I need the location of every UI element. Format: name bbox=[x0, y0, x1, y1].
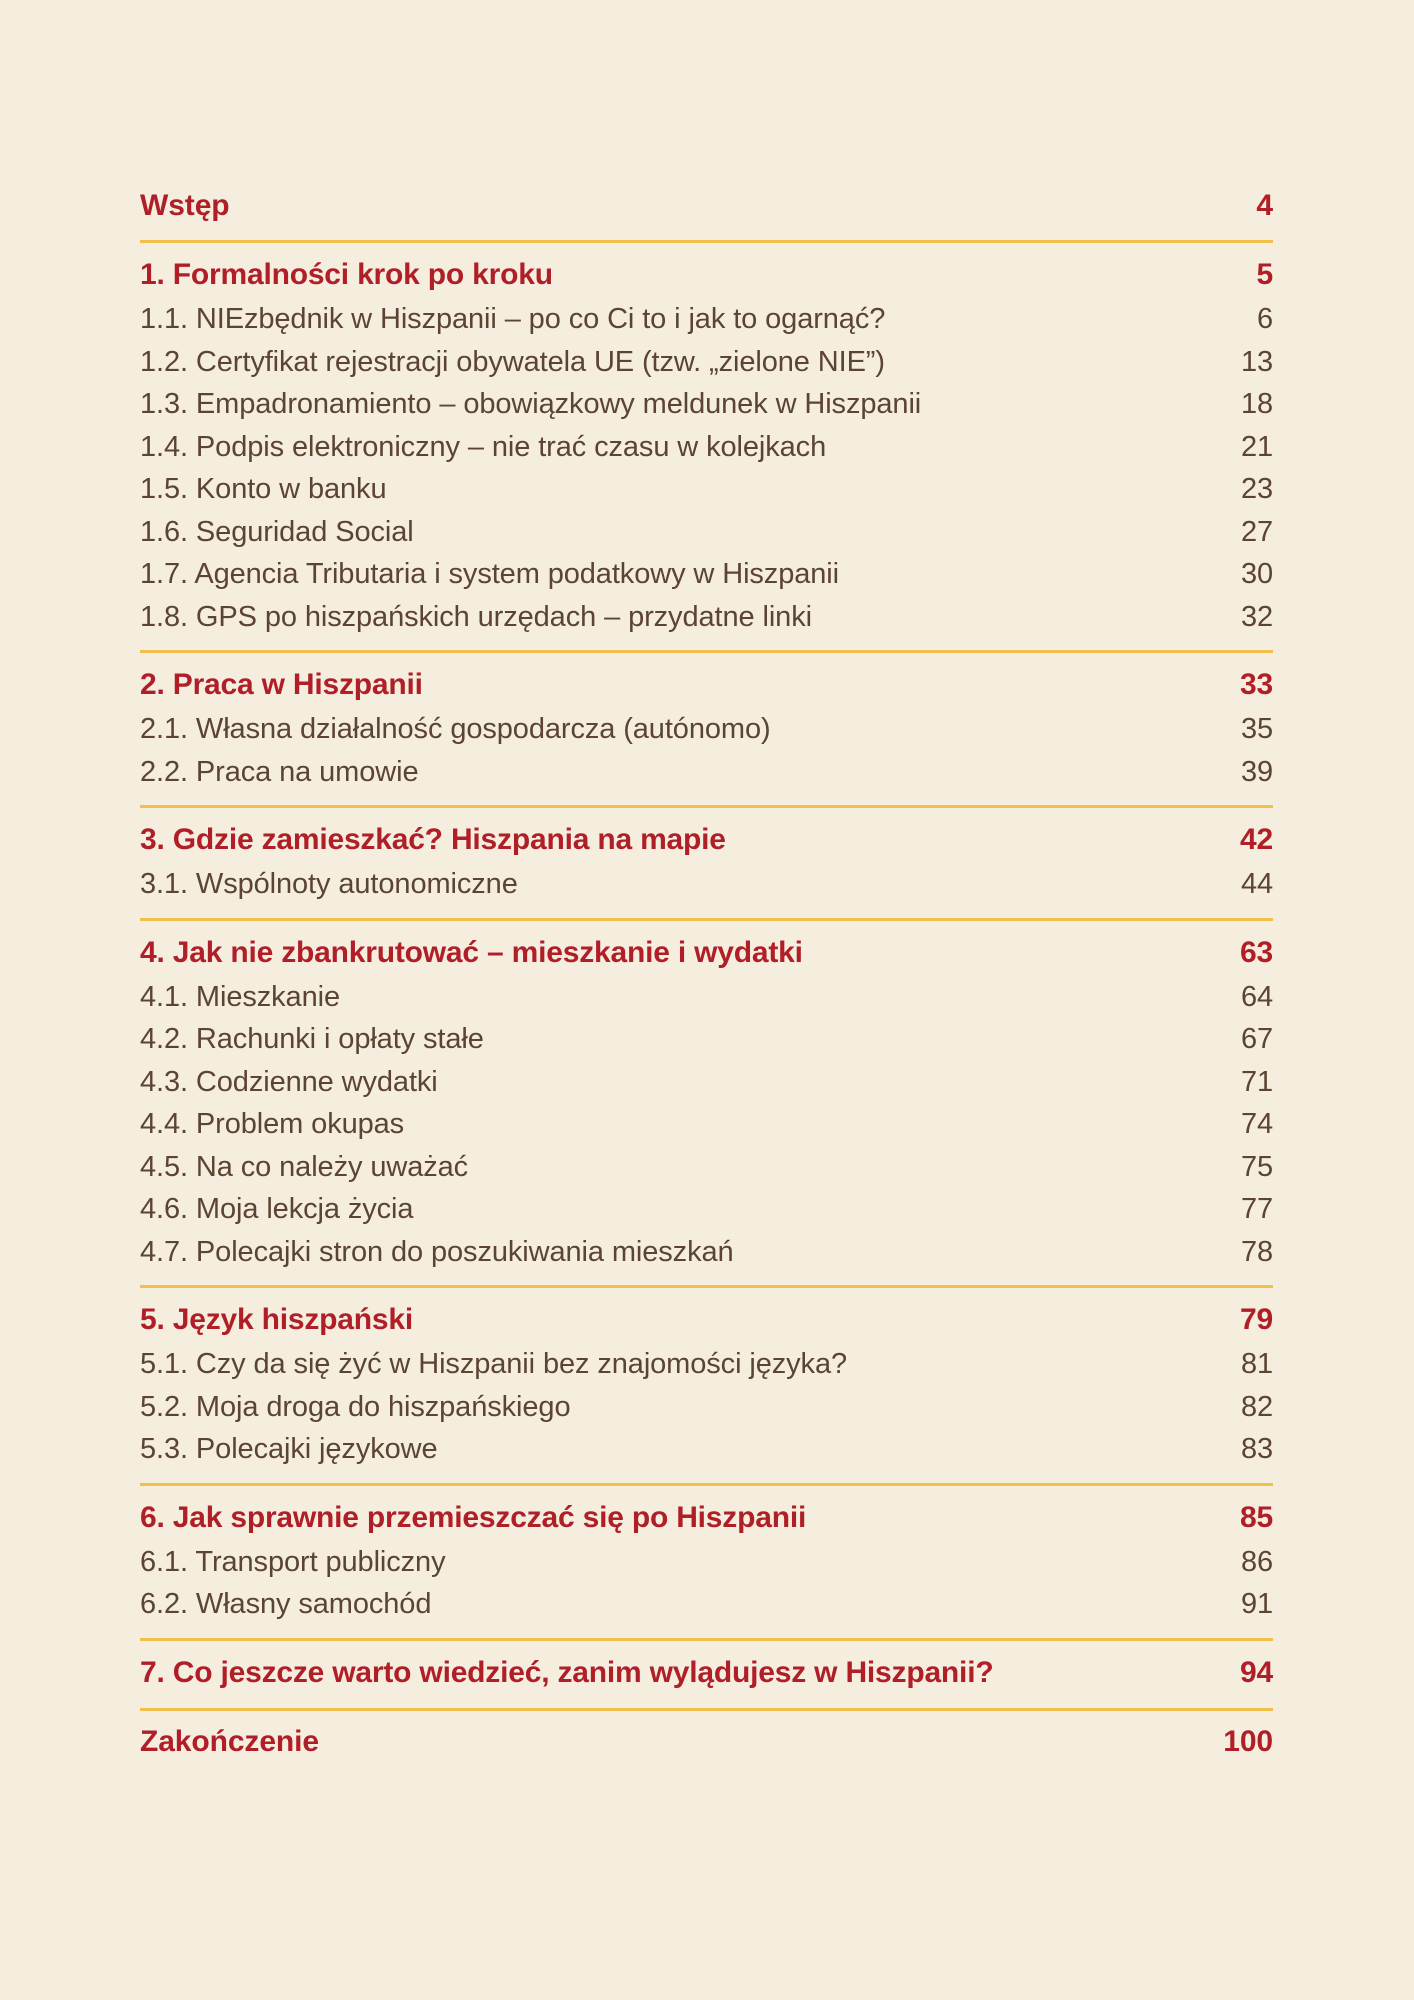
toc-entry-back-matter[interactable] bbox=[140, 1711, 1273, 1764]
toc-entry-section[interactable] bbox=[140, 1583, 1273, 1626]
toc-entry-section[interactable] bbox=[140, 1103, 1273, 1146]
section-page: 32 bbox=[1240, 600, 1273, 633]
section-label: 6.1. Transport publiczny bbox=[140, 1545, 446, 1578]
toc-chapter-group bbox=[140, 653, 1273, 793]
section-label: 4.2. Rachunki i opłaty stałe bbox=[140, 1023, 484, 1055]
toc-entry-section[interactable] bbox=[140, 1428, 1273, 1471]
section-page: 74 bbox=[1240, 1108, 1273, 1140]
toc-entry-section[interactable] bbox=[140, 1541, 1273, 1584]
toc-entry-section[interactable] bbox=[140, 1146, 1273, 1189]
toc-entry-section[interactable] bbox=[140, 1231, 1273, 1274]
toc-entry-section[interactable] bbox=[140, 383, 1273, 426]
section-label: 2.2. Praca na umowie bbox=[140, 755, 419, 788]
section-page: 23 bbox=[1240, 473, 1273, 505]
section-page: 6 bbox=[1256, 303, 1273, 335]
toc-entry-section[interactable] bbox=[140, 298, 1273, 341]
section-label: 1.6. Seguridad Social bbox=[140, 515, 414, 548]
section-page: 91 bbox=[1240, 1588, 1273, 1620]
back-matter-label: Zakończenie bbox=[140, 1724, 319, 1758]
section-label: 1.3. Empadronamiento – obowiązkowy meldunek w Hiszpanii bbox=[140, 388, 922, 420]
toc-entry-section[interactable] bbox=[140, 553, 1273, 596]
toc-chapter-group bbox=[140, 1486, 1273, 1626]
back-matter-page: 100 bbox=[1223, 1724, 1273, 1758]
chapter-page: 94 bbox=[1240, 1655, 1273, 1689]
section-label: 1.2. Certyfikat rejestracji obywatela UE (tzw. „zielone NIE”) bbox=[140, 345, 885, 378]
section-label: 4.7. Polecajki stron do poszukiwania mieszkań bbox=[140, 1235, 734, 1268]
chapter-label: 4. Jak nie zbankrutować – mieszkanie i wydatki bbox=[140, 935, 803, 969]
toc-entry-chapter[interactable] bbox=[140, 1641, 1273, 1696]
section-label: 1.5. Konto w banku bbox=[140, 473, 387, 505]
section-label: 6.2. Własny samochód bbox=[140, 1588, 432, 1620]
section-label: 5.2. Moja droga do hiszpańskiego bbox=[140, 1390, 571, 1423]
toc-entry-section[interactable] bbox=[140, 1018, 1273, 1061]
toc-chapter-group bbox=[140, 1288, 1273, 1471]
section-page: 13 bbox=[1240, 345, 1273, 378]
section-label: 5.1. Czy da się żyć w Hiszpanii bez znajomości języka? bbox=[140, 1348, 847, 1380]
toc-chapter-group bbox=[140, 243, 1273, 638]
section-page: 64 bbox=[1240, 980, 1273, 1013]
section-page: 35 bbox=[1240, 713, 1273, 745]
toc-entry-section[interactable] bbox=[140, 1343, 1273, 1386]
chapter-label: 2. Praca w Hiszpanii bbox=[140, 668, 423, 701]
section-page: 67 bbox=[1240, 1023, 1273, 1055]
section-label: 1.1. NIEzbędnik w Hiszpanii – po co Ci to i jak to ogarnąć? bbox=[140, 303, 886, 335]
section-page: 82 bbox=[1240, 1390, 1273, 1423]
toc-chapter-group bbox=[140, 921, 1273, 1274]
section-label: 1.8. GPS po hiszpańskich urzędach – przydatne linki bbox=[140, 600, 812, 633]
toc-chapter-group bbox=[140, 808, 1273, 906]
chapter-page: 85 bbox=[1240, 1500, 1273, 1534]
section-label: 4.3. Codzienne wydatki bbox=[140, 1065, 438, 1098]
toc-entry-section[interactable] bbox=[140, 863, 1273, 906]
section-page: 81 bbox=[1240, 1348, 1273, 1380]
toc-entry-chapter[interactable] bbox=[140, 243, 1273, 298]
front-matter-page: 4 bbox=[1256, 189, 1273, 222]
toc-entry-section[interactable] bbox=[140, 976, 1273, 1019]
section-page: 75 bbox=[1240, 1150, 1273, 1183]
chapter-page: 63 bbox=[1240, 935, 1273, 969]
toc-entry-chapter[interactable] bbox=[140, 808, 1273, 863]
toc-entry-section[interactable] bbox=[140, 596, 1273, 639]
section-label: 2.1. Własna działalność gospodarcza (autónomo) bbox=[140, 713, 771, 745]
section-page: 44 bbox=[1240, 868, 1273, 900]
toc-entry-section[interactable] bbox=[140, 708, 1273, 751]
section-label: 3.1. Wspólnoty autonomiczne bbox=[140, 868, 518, 900]
toc-chapter-group bbox=[140, 1641, 1273, 1696]
toc-entry-chapter[interactable] bbox=[140, 653, 1273, 708]
section-label: 4.5. Na co należy uważać bbox=[140, 1150, 469, 1183]
chapter-label: 1. Formalności krok po kroku bbox=[140, 258, 553, 291]
chapter-label: 6. Jak sprawnie przemieszczać się po Hiszpanii bbox=[140, 1500, 807, 1534]
toc-entry-section[interactable] bbox=[140, 426, 1273, 469]
chapter-page: 42 bbox=[1240, 823, 1273, 856]
toc-list bbox=[140, 186, 1273, 1764]
chapter-label: 5. Język hiszpański bbox=[140, 1303, 414, 1336]
section-page: 83 bbox=[1240, 1433, 1273, 1465]
section-page: 86 bbox=[1240, 1545, 1273, 1578]
toc-entry-section[interactable] bbox=[140, 1061, 1273, 1104]
section-page: 71 bbox=[1240, 1065, 1273, 1098]
chapter-page: 79 bbox=[1240, 1303, 1273, 1336]
section-label: 4.4. Problem okupas bbox=[140, 1108, 405, 1140]
toc-entry-section[interactable] bbox=[140, 1386, 1273, 1429]
section-label: 1.4. Podpis elektroniczny – nie trać czasu w kolejkach bbox=[140, 430, 827, 463]
toc-entry-chapter[interactable] bbox=[140, 1288, 1273, 1343]
section-label: 4.1. Mieszkanie bbox=[140, 980, 340, 1013]
section-label: 1.7. Agencia Tributaria i system podatkowy w Hiszpanii bbox=[140, 558, 839, 590]
section-page: 39 bbox=[1240, 755, 1273, 788]
section-page: 21 bbox=[1240, 430, 1273, 463]
section-label: 4.6. Moja lekcja życia bbox=[140, 1193, 414, 1225]
toc-entry-section[interactable] bbox=[140, 511, 1273, 554]
toc-entry-chapter[interactable] bbox=[140, 921, 1273, 976]
toc-entry-section[interactable] bbox=[140, 341, 1273, 384]
toc-entry-chapter[interactable] bbox=[140, 1486, 1273, 1541]
toc-entry-section[interactable] bbox=[140, 751, 1273, 794]
section-page: 78 bbox=[1240, 1235, 1273, 1268]
front-matter-label: Wstęp bbox=[140, 189, 230, 222]
toc-entry-front-matter[interactable] bbox=[140, 186, 1273, 228]
chapter-page: 33 bbox=[1240, 668, 1273, 701]
section-page: 30 bbox=[1240, 558, 1273, 590]
chapter-label: 3. Gdzie zamieszkać? Hiszpania na mapie bbox=[140, 823, 726, 856]
section-page: 77 bbox=[1240, 1193, 1273, 1225]
section-page: 27 bbox=[1240, 515, 1273, 548]
toc-entry-section[interactable] bbox=[140, 468, 1273, 511]
toc-entry-section[interactable] bbox=[140, 1188, 1273, 1231]
chapter-label: 7. Co jeszcze warto wiedzieć, zanim wylądujesz w Hiszpanii? bbox=[140, 1655, 994, 1689]
section-page: 18 bbox=[1240, 388, 1273, 420]
chapter-page: 5 bbox=[1256, 258, 1273, 291]
section-label: 5.3. Polecajki językowe bbox=[140, 1433, 438, 1465]
